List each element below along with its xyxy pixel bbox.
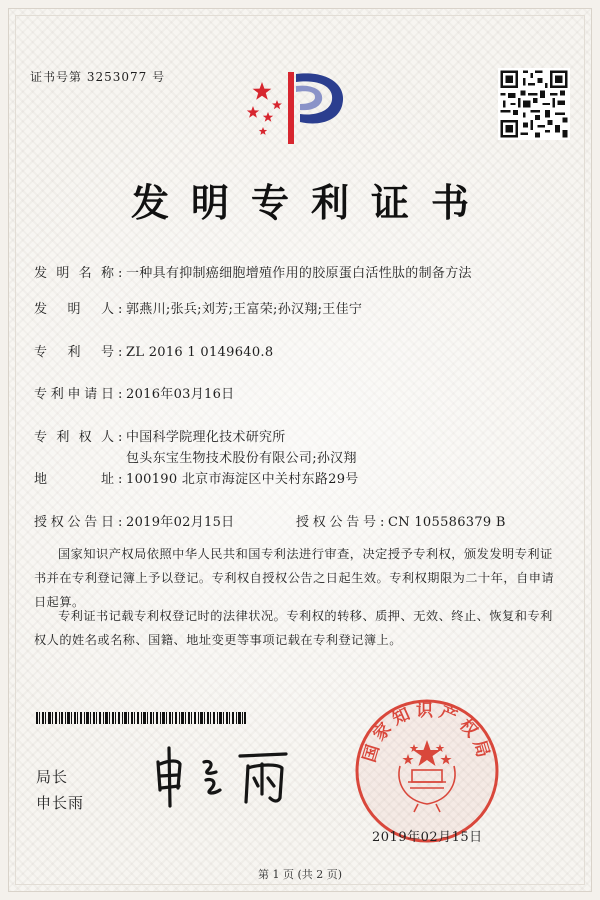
certificate-number: [30, 68, 165, 85]
signature-title: 局长: [36, 768, 69, 786]
inventors-label: 发明人: [34, 302, 114, 317]
qr-code-icon: [498, 68, 570, 140]
certificate-number-label: 证书号第: [30, 70, 83, 84]
patentee-row-2: [126, 447, 357, 466]
grant-date-row: 授权公告日 : 2019年02月15日: [34, 511, 234, 530]
certificate-number-value: 3253077: [86, 70, 148, 84]
filing-date-label: 专利申请日: [34, 387, 114, 402]
grant-number-value: CN 105586379 B: [388, 515, 506, 530]
patentee-label: 专利权人: [34, 430, 114, 445]
seal-date: 2019年02月15日: [372, 830, 483, 845]
filing-date-value: 2016年03月16日: [126, 387, 235, 402]
address-label: 地址: [34, 472, 114, 487]
grant-date-label: 授权公告日: [34, 515, 114, 530]
inventors-row: 发明人 : 郭燕川;张兵;刘芳;王富荣;孙汉翔;王佳宁: [34, 298, 362, 317]
patentee-value-line2: 包头东宝生物技术股份有限公司;孙汉翔: [126, 451, 357, 466]
body-paragraph-2: 专利证书记载专利权登记时的法律状况。专利权的转移、质押、无效、终止、恢复和专利权人的姓名或名称、国籍、地址变更等事项记载在专利登记簿上。: [34, 609, 553, 647]
patent-number-row: 专利号 : ZL 2016 1 0149640.8: [34, 341, 273, 360]
patentee-value-line1: 中国科学院理化技术研究所: [126, 430, 286, 445]
page-number: 第 1 页 (共 2 页): [257, 868, 343, 881]
barcode-icon: [36, 712, 246, 724]
address-value: 100190 北京市海淀区中关村东路29号: [126, 472, 359, 487]
svg-text:国家知识产权局: 国家知识产权局: [359, 700, 495, 765]
invention-name-value: 一种具有抑制癌细胞增殖作用的胶原蛋白活性肽的制备方法: [126, 266, 472, 281]
body-paragraph-1: 国家知识产权局依照中华人民共和国专利法进行审查，决定授予专利权，颁发发明专利证书并在专利登记簿上予以登记。专利权自授权公告之日起生效。专利权期限为二十年，自申请日起算。: [34, 547, 555, 609]
address-row: 地址 : 100190 北京市海淀区中关村东路29号: [34, 468, 359, 487]
certificate-number-suffix: 号: [152, 70, 166, 84]
patentee-row: 专利权人 : 中国科学院理化技术研究所: [34, 426, 286, 445]
cnipa-logo-icon: [244, 64, 354, 146]
signature-name: 申长雨: [36, 794, 85, 812]
filing-date-row: 专利申请日 : 2016年03月16日: [34, 383, 234, 402]
patent-number-label: 专利号: [34, 345, 114, 360]
inventors-value: 郭燕川;张兵;刘芳;王富荣;孙汉翔;王佳宁: [126, 302, 363, 317]
grant-number-label: 授权公告号: [296, 515, 376, 530]
invention-name-row: 发明名称 : 一种具有抑制癌细胞增殖作用的胶原蛋白活性肽的制备方法: [34, 262, 472, 281]
grant-number-row: 授权公告号 : CN 105586379 B: [296, 511, 506, 530]
patent-number-value: ZL 2016 1 0149640.8: [126, 345, 274, 360]
official-seal-icon: [352, 696, 502, 846]
document-title: 发明专利证书: [130, 180, 491, 225]
invention-name-label: 发明名称: [34, 266, 114, 281]
grant-date-value: 2019年02月15日: [126, 515, 235, 530]
handwritten-signature-icon: [148, 740, 298, 810]
